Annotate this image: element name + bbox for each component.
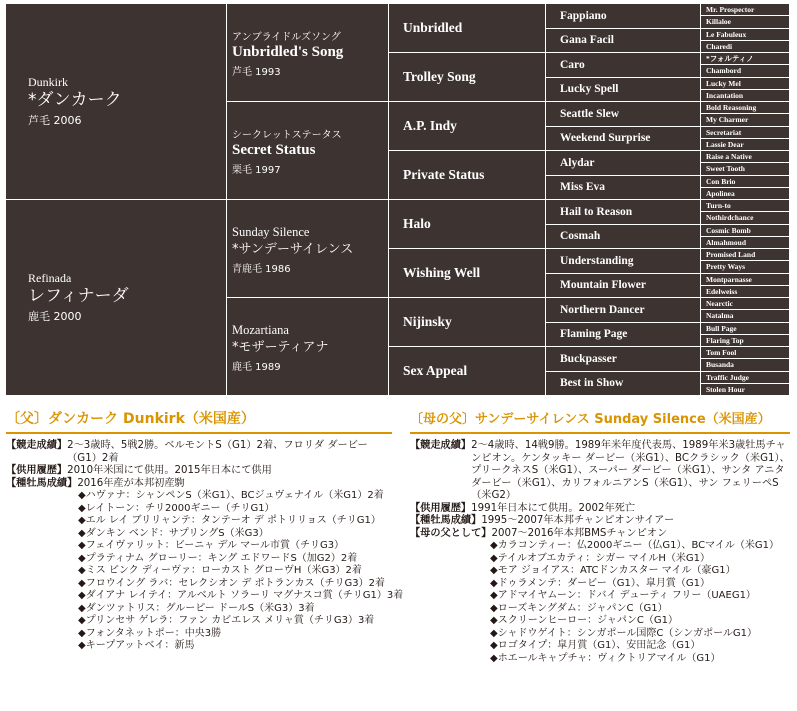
info-row <box>6 478 392 491</box>
ancestor-color-year: 栗毛 1997 <box>232 164 281 176</box>
ancestor-cell: Lucky Spell <box>546 78 701 103</box>
list-item: ◆シャドウゲイト：シンガポール国際C（シンガポールG1） <box>490 627 757 639</box>
bms-info <box>410 440 792 665</box>
list-item: ◆カラコンティー：仏2000ギニー（仏G1）、BCマイル（米G1） <box>490 540 780 551</box>
ancestor-cell: My Charmer <box>701 114 790 126</box>
sire-name-kana: *ダンカーク <box>28 90 122 110</box>
ancestor-cell: Bull Page <box>701 323 790 335</box>
info-text: 2～4歳時、14戦9勝。1989年米年度代表馬、1989年米3歳牡馬チャンピオン。ケンタッキー ダービー（米G1）、BCクラシック（米G1）、プリークネスS（米G1）、スーパー ダービー（米G1）、サンタ アニタ ダービー（米G1）、カリフォルニアンS（米G1）、サン フェリーペS（米G2） <box>471 440 790 501</box>
ancestor-cell: Nearctic <box>701 298 790 310</box>
ancestor-cell: Weekend Surprise <box>546 127 701 152</box>
list-item: ◆ダンキン ベンド：サプリングS（米G3） <box>78 527 269 539</box>
ancestor-cell: Seattle Slew <box>546 102 701 127</box>
info-label: 【種牡馬成績】 <box>410 515 482 526</box>
ancestor-cell: Best in Show <box>546 372 701 397</box>
ancestor-cell: Halo <box>389 200 546 249</box>
list-item: ◆ホエールキャプチャ：ヴィクトリアマイル（G1） <box>490 652 721 664</box>
bms-section-title: 〔母の父〕サンデーサイレンス Sunday Silence（米国産） <box>410 412 771 427</box>
ancestor-cell: Turn-to <box>701 200 790 212</box>
ancestor-cell: Cosmic Bomb <box>701 225 790 237</box>
list-item: ◆ドゥラメンテ：ダービー（G1）、皐月賞（G1） <box>490 577 710 589</box>
list-item: ◆ダイアナ レイテイ：アルベルト ソラーリ マグナスコ賞（チリG1）3着 <box>78 590 404 601</box>
ancestor-cell: Mr. Prospector <box>701 4 790 16</box>
ancestor-cell: Con Brio <box>701 176 790 188</box>
sire-cell <box>6 4 227 200</box>
ancestor-cell: Almahmoud <box>701 237 790 249</box>
ancestor-cell: Promised Land <box>701 249 790 261</box>
ancestor-cell: Miss Eva <box>546 176 701 201</box>
ancestor-cell: Killaloe <box>701 16 790 28</box>
info-text: 2007～2016年本邦BMSチャンピオン <box>491 527 668 539</box>
ancestor-cell: Northern Dancer <box>546 298 701 323</box>
sire-name-en: Dunkirk <box>28 75 68 89</box>
info-text: 2016年産が本邦初産駒 <box>77 477 185 489</box>
ancestor-cell: Private Status <box>389 151 546 200</box>
ancestor-name-en: Unbridled's Song <box>232 43 344 60</box>
ancestor-cell <box>227 102 389 200</box>
ancestor-cell <box>227 4 389 102</box>
info-row <box>410 528 792 541</box>
ancestor-cell: A.P. Indy <box>389 102 546 151</box>
ancestor-cell: Traffic Judge <box>701 372 790 384</box>
info-text: 1995～2007年本邦チャンピオンサイアー <box>481 515 675 526</box>
ancestor-name-en: Sunday Silence <box>232 224 310 239</box>
list-item: ◆フォンタネットポー：中央3勝 <box>78 627 222 639</box>
info-label: 【供用履歴】 <box>410 502 472 514</box>
ancestor-cell: Sweet Tooth <box>701 163 790 175</box>
dam-cell <box>6 200 227 396</box>
ancestor-cell: Mountain Flower <box>546 274 701 299</box>
ancestor-cell: Natalma <box>701 310 790 322</box>
ancestor-name-kana: シークレットステータス <box>232 129 342 141</box>
dam-name-kana: レフィナーダ <box>28 286 129 306</box>
bms-section-rule <box>410 432 790 434</box>
info-label: 【競走成績】 <box>6 440 68 451</box>
info-label: 【母の父として】 <box>410 527 492 539</box>
ancestor-name-kana: *サンデーサイレンス <box>232 241 354 257</box>
ancestor-cell: Bold Reasoning <box>701 102 790 114</box>
ancestor-cell: Flaring Top <box>701 335 790 347</box>
ancestor-cell: Understanding <box>546 249 701 274</box>
ancestor-cell: Buckpasser <box>546 347 701 372</box>
ancestor-name-kana: *モザーティアナ <box>232 339 329 355</box>
list-item: ◆フロウイング ラバ：セレクシオン デ ポトランカス（チリG3）2着 <box>78 577 385 589</box>
info-row <box>410 515 792 528</box>
info-text: 1991年日本にて供用。2002年死亡 <box>471 502 636 514</box>
list-item: ◆ローズキングダム：ジャパンC（G1） <box>490 602 668 614</box>
info-row <box>410 440 792 503</box>
info-text: 2～3歳時、5戦2勝。ベルモントS（G1）2着、フロリダ ダービー（G1）2着 <box>67 440 368 464</box>
list-item: ◆テイルオブエカティ：シガー マイルH（米G1） <box>490 552 710 564</box>
list-item: ◆ミス ピンク ディーヴァ：ローカスト グローヴH（米G3）2着 <box>78 565 362 576</box>
ancestor-name-en: Secret Status <box>232 141 316 158</box>
ancestor-cell: Fappiano <box>546 4 701 29</box>
info-text: 2010年米国にて供用。2015年日本にて供用 <box>67 465 272 476</box>
ancestor-cell: Alydar <box>546 151 701 176</box>
ancestor-cell: Busanda <box>701 359 790 371</box>
ancestor-cell: Nijinsky <box>389 298 546 347</box>
ancestor-cell: Cosmah <box>546 225 701 250</box>
ancestor-cell: Incantation <box>701 90 790 102</box>
progeny-list <box>410 540 792 665</box>
list-item: ◆フェイヴァリット：ビーニャ デル マール市賞（チリG3） <box>78 540 345 551</box>
ancestor-cell: Gana Facil <box>546 29 701 54</box>
list-item: ◆モア ジョイアス：ATCドンカスター マイル（豪G1） <box>490 565 736 576</box>
ancestor-cell: Edelweiss <box>701 286 790 298</box>
info-label: 【種牡馬成績】 <box>6 477 78 489</box>
info-row <box>6 465 392 478</box>
list-item: ◆プラティナム グローリー：キング エドワードS（加G2）2着 <box>78 552 358 564</box>
pedigree-table <box>6 4 790 396</box>
list-item: ◆ロゴタイプ：皐月賞（G1）、安田記念（G1） <box>490 640 701 651</box>
ancestor-cell: Chambord <box>701 65 790 77</box>
sire-color-year: 芦毛 2006 <box>28 114 82 127</box>
ancestor-cell: *フォルティノ <box>701 53 790 65</box>
ancestor-cell: Charedi <box>701 41 790 53</box>
info-row <box>6 440 392 465</box>
ancestor-cell: Apolinea <box>701 188 790 200</box>
ancestor-cell: Flaming Page <box>546 323 701 348</box>
sire-section-title: 〔父〕ダンカーク Dunkirk（米国産） <box>6 411 255 427</box>
ancestor-cell: Secretariat <box>701 127 790 139</box>
list-item: ◆アドマイヤムーン：ドバイ デューティ フリー（UAEG1） <box>490 590 756 601</box>
progeny-list <box>6 490 404 653</box>
list-item: ◆エル レイ ブリリャンテ：タンテーオ デ ポトリリョス（チリG1） <box>78 515 381 526</box>
ancestor-cell: Pretty Ways <box>701 261 790 273</box>
ancestor-color-year: 青鹿毛 1986 <box>232 263 291 275</box>
ancestor-cell: Montparnasse <box>701 274 790 286</box>
ancestor-color-year: 鹿毛 1989 <box>232 361 281 373</box>
dam-color-year: 鹿毛 2000 <box>28 310 82 323</box>
ancestor-cell: Trolley Song <box>389 53 546 102</box>
ancestor-cell: Lassie Dear <box>701 139 790 151</box>
ancestor-cell: Stolen Hour <box>701 384 790 396</box>
sire-section-rule <box>6 432 392 434</box>
ancestor-cell <box>227 200 389 298</box>
dam-name-en: Refinada <box>28 271 72 285</box>
list-item: ◆ダンツァトリス：グルーピー ドールS（米G3）3着 <box>78 602 315 614</box>
sire-info <box>6 440 404 653</box>
list-item: ◆ハヴァナ：シャンペンS（米G1）、BCジュヴェナイル（米G1）2着 <box>78 490 384 501</box>
ancestor-cell: Hail to Reason <box>546 200 701 225</box>
info-label: 【供用履歴】 <box>6 465 68 476</box>
ancestor-name-en: Mozartiana <box>232 322 289 337</box>
ancestor-cell: Wishing Well <box>389 249 546 298</box>
ancestor-cell: Nothirdchance <box>701 212 790 224</box>
ancestor-name-kana: アンブライドルズソング <box>232 31 341 43</box>
list-item: ◆プリンセサ ゲレラ：ファン カビエレス メリャ賞（チリG3）3着 <box>78 615 375 626</box>
ancestor-cell: Le Fabuleux <box>701 29 790 41</box>
ancestor-cell: Raise a Native <box>701 151 790 163</box>
info-label: 【競走成績】 <box>410 440 472 451</box>
ancestor-cell <box>227 298 389 396</box>
ancestor-cell: Unbridled <box>389 4 546 53</box>
ancestor-cell: Tom Fool <box>701 347 790 359</box>
info-row <box>410 503 792 516</box>
ancestor-cell: Lucky Mel <box>701 78 790 90</box>
ancestor-color-year: 芦毛 1993 <box>232 66 281 78</box>
ancestor-cell: Sex Appeal <box>389 347 546 396</box>
list-item: ◆スクリーンヒーロー：ジャパンC（G1） <box>490 615 678 626</box>
ancestor-cell: Caro <box>546 53 701 78</box>
list-item: ◆キープアットベイ：新馬 <box>78 640 195 651</box>
list-item: ◆レイトーン：チリ2000ギニー（チリG1） <box>78 502 275 514</box>
